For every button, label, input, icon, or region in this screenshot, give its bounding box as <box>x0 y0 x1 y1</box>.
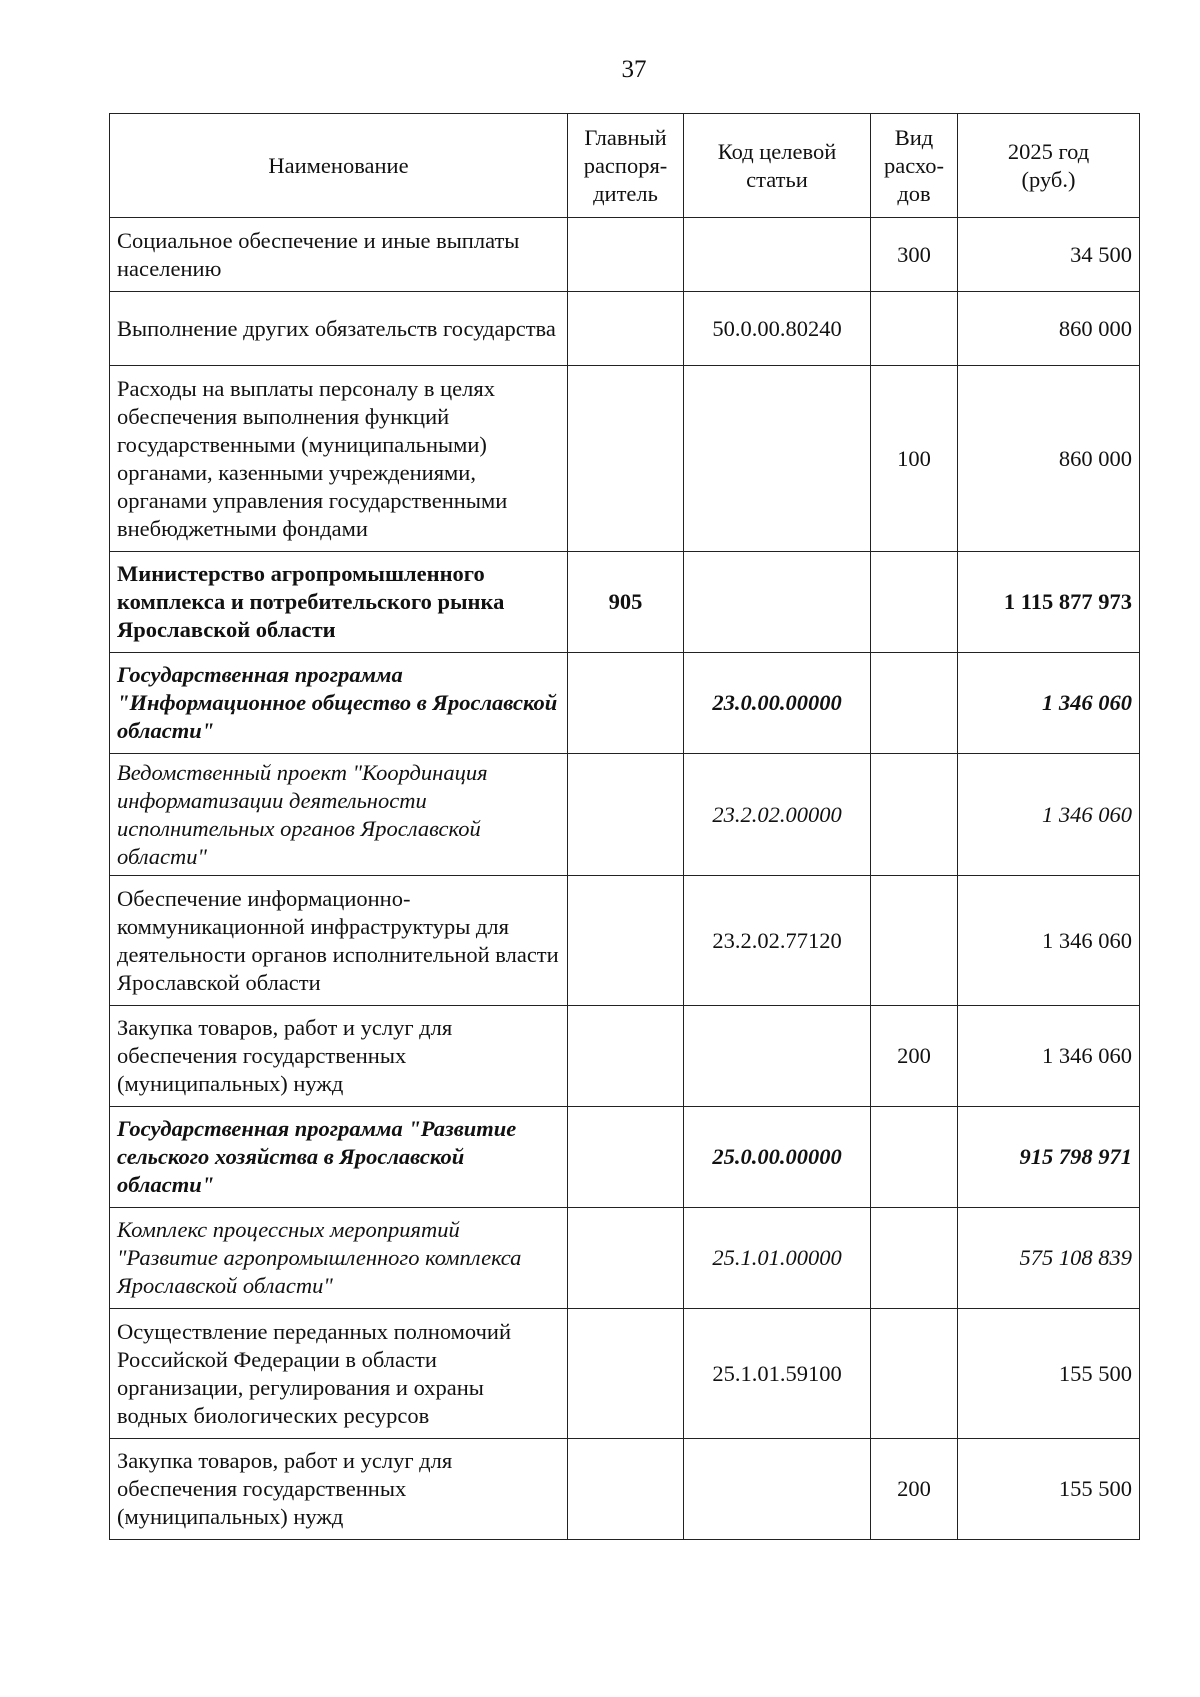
cell-expense-type <box>871 552 958 653</box>
cell-amount: 575 108 839 <box>958 1208 1140 1309</box>
cell-chief-manager <box>568 1439 684 1540</box>
cell-expense-type <box>871 1208 958 1309</box>
cell-name: Обеспечение информационно-коммуникационной инфраструктуры для деятельности органов исполнительной власти Ярославской области <box>110 876 568 1006</box>
budget-table <box>109 113 1140 1540</box>
cell-expense-type <box>871 1107 958 1208</box>
cell-amount: 1 346 060 <box>958 1006 1140 1107</box>
cell-chief-manager <box>568 653 684 754</box>
header-target-code-line: статьи <box>746 166 808 192</box>
table-row <box>110 876 1140 1006</box>
cell-expense-type: 200 <box>871 1439 958 1540</box>
header-expense-type-line: расхо- <box>883 152 945 178</box>
table-row <box>110 754 1140 876</box>
cell-amount: 860 000 <box>958 292 1140 366</box>
cell-target-code: 23.0.00.00000 <box>684 653 871 754</box>
cell-amount: 155 500 <box>958 1309 1140 1439</box>
cell-expense-type: 100 <box>871 366 958 552</box>
cell-chief-manager <box>568 1006 684 1107</box>
cell-name: Выполнение других обязательств государства <box>110 292 568 366</box>
header-expense-type <box>871 114 958 218</box>
cell-name: Социальное обеспечение и иные выплаты населению <box>110 218 568 292</box>
table-row <box>110 1208 1140 1309</box>
cell-name: Закупка товаров, работ и услуг для обеспечения государственных (муниципальных) нужд <box>110 1439 568 1540</box>
cell-target-code: 25.0.00.00000 <box>684 1107 871 1208</box>
cell-amount: 1 115 877 973 <box>958 552 1140 653</box>
cell-expense-type: 300 <box>871 218 958 292</box>
cell-chief-manager <box>568 754 684 876</box>
header-target-code-line: Код целевой <box>717 138 837 164</box>
cell-target-code <box>684 366 871 552</box>
header-chief-manager-line: распоря- <box>583 152 668 178</box>
cell-name: Министерство агропромышленного комплекса и потребительского рынка Ярославской области <box>110 552 568 653</box>
cell-chief-manager <box>568 1107 684 1208</box>
cell-expense-type: 200 <box>871 1006 958 1107</box>
cell-target-code: 23.2.02.00000 <box>684 754 871 876</box>
cell-chief-manager <box>568 876 684 1006</box>
cell-target-code: 50.0.00.80240 <box>684 292 871 366</box>
page-number: 37 <box>621 56 647 83</box>
table-row <box>110 1309 1140 1439</box>
cell-amount: 155 500 <box>958 1439 1140 1540</box>
header-year-amount-line: (руб.) <box>1021 166 1076 192</box>
cell-expense-type <box>871 1309 958 1439</box>
cell-amount: 34 500 <box>958 218 1140 292</box>
table-row <box>110 292 1140 366</box>
cell-chief-manager <box>568 1208 684 1309</box>
cell-chief-manager <box>568 218 684 292</box>
cell-target-code <box>684 218 871 292</box>
header-expense-type-line: Вид <box>894 124 934 150</box>
cell-amount: 860 000 <box>958 366 1140 552</box>
header-year-amount-line: 2025 год <box>1007 138 1090 164</box>
table-row <box>110 552 1140 653</box>
cell-target-code: 25.1.01.59100 <box>684 1309 871 1439</box>
table-row <box>110 218 1140 292</box>
cell-target-code <box>684 552 871 653</box>
header-target-code <box>684 114 871 218</box>
cell-name: Комплекс процессных мероприятий "Развитие агропромышленного комплекса Ярославской области" <box>110 1208 568 1309</box>
cell-expense-type <box>871 653 958 754</box>
header-chief-manager-line: дитель <box>593 180 658 206</box>
cell-chief-manager <box>568 1309 684 1439</box>
cell-amount: 1 346 060 <box>958 876 1140 1006</box>
cell-expense-type <box>871 292 958 366</box>
cell-chief-manager <box>568 366 684 552</box>
cell-chief-manager <box>568 292 684 366</box>
cell-amount: 915 798 971 <box>958 1107 1140 1208</box>
cell-name: Государственная программа "Информационное общество в Ярославской области" <box>110 653 568 754</box>
cell-name: Закупка товаров, работ и услуг для обеспечения государственных (муниципальных) нужд <box>110 1006 568 1107</box>
cell-name: Ведомственный проект "Координация информатизации деятельности исполнительных органов Ярославской области" <box>110 754 568 876</box>
header-chief-manager <box>568 114 684 218</box>
table-header-row <box>110 114 1140 218</box>
header-year-amount <box>958 114 1140 218</box>
table-row <box>110 366 1140 552</box>
cell-expense-type <box>871 876 958 1006</box>
table-row <box>110 1107 1140 1208</box>
table-row <box>110 1439 1140 1540</box>
cell-chief-manager: 905 <box>568 552 684 653</box>
header-name: Наименование <box>110 114 568 218</box>
cell-target-code <box>684 1439 871 1540</box>
cell-target-code: 23.2.02.77120 <box>684 876 871 1006</box>
cell-name: Расходы на выплаты персоналу в целях обеспечения выполнения функций государственными (муниципальными) органами, казенными учреждениями, органами управления государственными внебюджетными фондами <box>110 366 568 552</box>
cell-amount: 1 346 060 <box>958 653 1140 754</box>
header-chief-manager-line: Главный <box>584 124 667 150</box>
table-row <box>110 653 1140 754</box>
cell-target-code <box>684 1006 871 1107</box>
header-expense-type-line: дов <box>897 180 931 206</box>
cell-amount: 1 346 060 <box>958 754 1140 876</box>
cell-expense-type <box>871 754 958 876</box>
cell-name: Государственная программа "Развитие сельского хозяйства в Ярославской области" <box>110 1107 568 1208</box>
cell-target-code: 25.1.01.00000 <box>684 1208 871 1309</box>
cell-name: Осуществление переданных полномочий Российской Федерации в области организации, регулирования и охраны водных биологических ресурсов <box>110 1309 568 1439</box>
table-body <box>110 218 1140 1540</box>
table-row <box>110 1006 1140 1107</box>
